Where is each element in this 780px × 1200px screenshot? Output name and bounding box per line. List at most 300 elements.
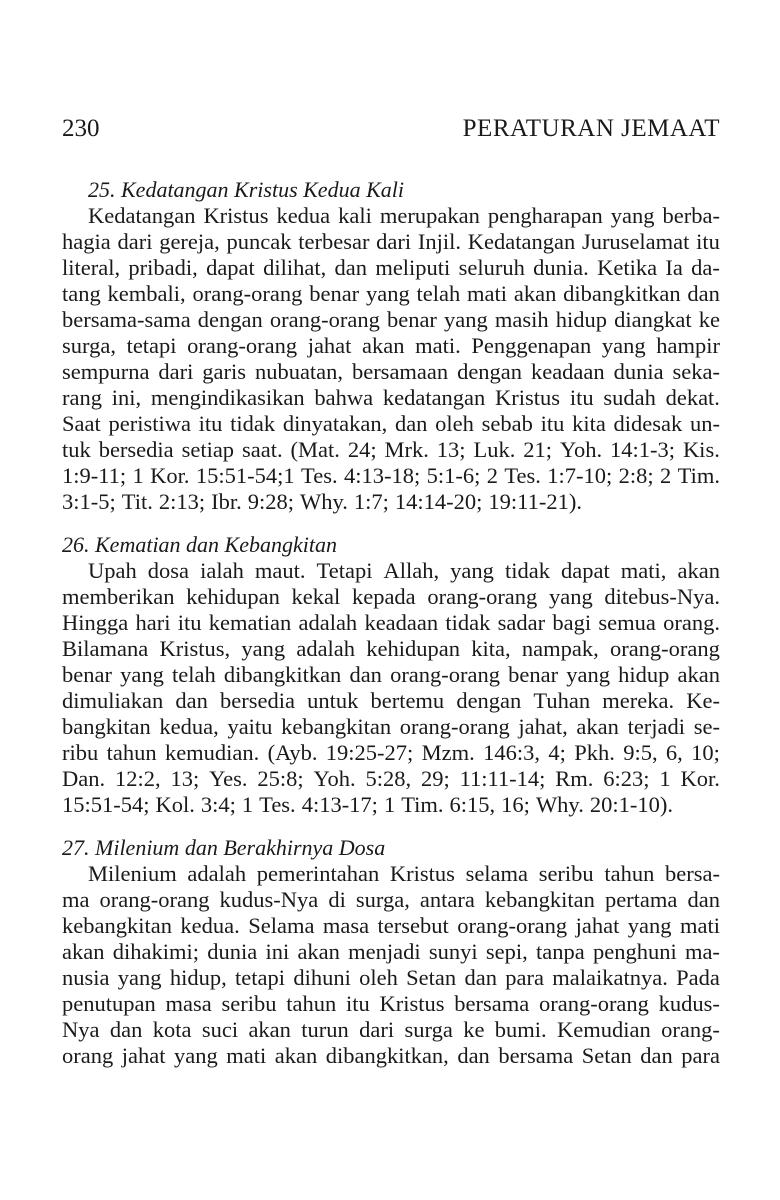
word: pribadi, bbox=[128, 255, 198, 280]
text-line bbox=[62, 359, 720, 385]
word: orang bbox=[62, 1043, 114, 1068]
running-head bbox=[62, 114, 720, 144]
word: dihakimi; bbox=[112, 939, 199, 964]
word: yang bbox=[120, 662, 164, 687]
word: orang-orang bbox=[192, 281, 303, 306]
word: dengan bbox=[456, 688, 522, 713]
word: tidak bbox=[445, 610, 491, 635]
word: 15:51-54; bbox=[62, 792, 150, 817]
word: kedatangan bbox=[382, 385, 486, 410]
word: sebab bbox=[481, 411, 533, 436]
word: bumi. bbox=[494, 1017, 547, 1042]
section-26 bbox=[62, 532, 720, 818]
text-line-words bbox=[62, 991, 720, 1017]
word: orang-orang bbox=[427, 584, 538, 609]
word: 21; bbox=[523, 437, 553, 462]
word: maut. bbox=[254, 558, 306, 583]
text-line bbox=[62, 463, 720, 489]
word: Kor. bbox=[680, 766, 720, 791]
text-line bbox=[62, 861, 720, 887]
word: dapat bbox=[561, 558, 610, 583]
text-line-words bbox=[62, 229, 720, 255]
word: 1 bbox=[659, 766, 671, 791]
word: semua bbox=[598, 610, 656, 635]
section-body bbox=[62, 203, 720, 515]
text-line-words bbox=[62, 463, 720, 489]
word: orang-orang bbox=[187, 333, 298, 358]
word: akan bbox=[297, 939, 340, 964]
word: 3:4; bbox=[200, 792, 236, 817]
text-line bbox=[62, 489, 720, 515]
word: 29; bbox=[420, 766, 450, 791]
section-body bbox=[62, 558, 720, 818]
word: tersebut bbox=[377, 913, 449, 938]
word: Setan bbox=[406, 965, 457, 990]
word: 15:51-54;1 bbox=[195, 463, 295, 488]
word: kematian bbox=[208, 610, 292, 635]
word: ke bbox=[463, 1017, 485, 1042]
word: yang bbox=[365, 281, 410, 306]
word: dengan bbox=[457, 359, 523, 384]
word: kemudian. bbox=[164, 740, 260, 765]
word: 14:1-3; bbox=[610, 437, 676, 462]
word: Pkh. bbox=[574, 740, 615, 765]
word: Kristus bbox=[495, 385, 561, 410]
word: Mrk. bbox=[384, 437, 429, 462]
word: garis bbox=[202, 359, 247, 384]
word: sudah bbox=[603, 385, 656, 410]
word: Allah, bbox=[383, 558, 440, 583]
word: benar bbox=[309, 281, 360, 306]
text-line-words bbox=[62, 1043, 720, 1069]
word: Tim. bbox=[677, 463, 720, 488]
word: akan bbox=[677, 558, 720, 583]
text-line-words bbox=[62, 307, 720, 333]
text-line bbox=[62, 584, 720, 610]
text-line bbox=[62, 203, 720, 229]
word: dan bbox=[687, 887, 720, 912]
word: itu bbox=[696, 229, 720, 254]
word: 19:25-27; bbox=[325, 740, 414, 765]
word: kebangkitan bbox=[62, 913, 172, 938]
word: pertama bbox=[604, 887, 678, 912]
word: dan bbox=[334, 255, 368, 280]
word: Luk. bbox=[473, 437, 516, 462]
word: Injil. bbox=[417, 229, 462, 254]
word: menjadi bbox=[348, 939, 421, 964]
word: mereka. bbox=[602, 688, 675, 713]
word: akan bbox=[62, 939, 105, 964]
word: 19:11-21). bbox=[488, 489, 582, 514]
word: se- bbox=[693, 714, 720, 739]
word: hari bbox=[135, 610, 171, 635]
word: Kedatangan bbox=[88, 203, 196, 228]
text-line-words bbox=[88, 558, 720, 584]
word: 1:9-11; bbox=[62, 463, 127, 488]
word: gereja, bbox=[159, 229, 220, 254]
word: Dan. bbox=[62, 766, 106, 791]
word: telah bbox=[171, 662, 216, 687]
word: 10; bbox=[691, 740, 720, 765]
word: 3:1-5; bbox=[62, 489, 116, 514]
text-line-words bbox=[62, 437, 720, 463]
word: Hingga bbox=[62, 610, 129, 635]
word: bagi bbox=[552, 610, 592, 635]
word: merupakan bbox=[379, 203, 480, 228]
text-line-words bbox=[62, 489, 720, 515]
word: kebangkitan bbox=[484, 887, 595, 912]
word: 1:7; bbox=[353, 489, 389, 514]
word: dan bbox=[109, 1017, 143, 1042]
text-line bbox=[62, 714, 720, 740]
word: penutupan bbox=[62, 991, 156, 1016]
word: literal, bbox=[62, 255, 121, 280]
word: masih bbox=[494, 307, 549, 332]
word: peristiwa bbox=[108, 411, 191, 436]
word: kepada bbox=[351, 584, 416, 609]
word: Penggenapan bbox=[471, 333, 592, 358]
word: kita bbox=[572, 411, 606, 436]
word: didesak bbox=[613, 411, 683, 436]
word: 1 bbox=[383, 792, 396, 817]
word: 14:14-20; bbox=[394, 489, 483, 514]
word: bersama bbox=[498, 1043, 574, 1068]
text-line bbox=[62, 333, 720, 359]
word: mati bbox=[679, 913, 720, 938]
text-line-words bbox=[88, 203, 720, 229]
word: seluruh bbox=[458, 255, 525, 280]
word: orang-orang bbox=[399, 714, 510, 739]
word: keadaan bbox=[530, 359, 605, 384]
word: mati. bbox=[415, 333, 461, 358]
word: da- bbox=[691, 255, 720, 280]
word: 1 bbox=[132, 463, 144, 488]
word: tetapi bbox=[235, 965, 286, 990]
word: yang bbox=[173, 1043, 218, 1068]
word: Kristus, bbox=[159, 636, 231, 661]
word: dari bbox=[359, 1017, 395, 1042]
word: bertemu bbox=[370, 688, 445, 713]
word: tetapi bbox=[126, 333, 177, 358]
word: Kristus bbox=[379, 991, 445, 1016]
word: diangkat bbox=[614, 307, 692, 332]
text-line-words bbox=[62, 965, 720, 991]
word: keadaan bbox=[364, 610, 439, 635]
word: 2:13; bbox=[158, 489, 206, 514]
word: Kristus bbox=[203, 203, 269, 228]
word: dengan bbox=[197, 307, 263, 332]
word: adalah bbox=[296, 636, 356, 661]
word: dan bbox=[640, 1043, 673, 1068]
word: selama bbox=[465, 861, 529, 886]
word: oleh bbox=[435, 411, 474, 436]
text-line bbox=[62, 991, 720, 1017]
text-line-words bbox=[62, 913, 720, 939]
word: 1 bbox=[241, 792, 254, 817]
text-line-words bbox=[62, 939, 720, 965]
text-line bbox=[62, 662, 720, 688]
word: seribu bbox=[538, 861, 594, 886]
word: un- bbox=[689, 411, 720, 436]
word: hidup bbox=[618, 662, 670, 687]
word: Tetapi bbox=[316, 558, 373, 583]
text-line-words bbox=[62, 636, 720, 662]
word: 25:8; bbox=[257, 766, 304, 791]
running-title: PERATURAN JEMAAT bbox=[462, 115, 720, 142]
word: masa bbox=[165, 991, 212, 1016]
word: Tes. bbox=[259, 792, 296, 817]
word: sunyi bbox=[428, 939, 478, 964]
word: dari bbox=[117, 229, 153, 254]
word: Kedatangan bbox=[467, 229, 576, 254]
word: rang bbox=[62, 385, 102, 410]
word: Why. bbox=[535, 792, 584, 817]
word: bersama bbox=[454, 991, 530, 1016]
word: itu bbox=[198, 411, 223, 436]
word: yang bbox=[117, 965, 162, 990]
text-line-words bbox=[62, 662, 720, 688]
word: yang bbox=[444, 307, 488, 332]
word: bersedia bbox=[98, 437, 174, 462]
word: 4; bbox=[548, 740, 566, 765]
text-line-words bbox=[62, 333, 720, 359]
word: akan bbox=[248, 1017, 291, 1042]
word: dari bbox=[158, 359, 194, 384]
word: para bbox=[681, 1043, 720, 1068]
word: tuk bbox=[62, 437, 91, 462]
word: 6:15, bbox=[449, 792, 496, 817]
word: 6:23; bbox=[603, 766, 650, 791]
word: mengindikasikan bbox=[150, 385, 305, 410]
word: 1:7-10; bbox=[547, 463, 613, 488]
word: bangkitan bbox=[62, 714, 151, 739]
word: yang bbox=[610, 203, 655, 228]
text-line-words bbox=[62, 584, 720, 610]
word: nusia bbox=[62, 965, 110, 990]
word: 2 bbox=[486, 463, 498, 488]
word: sempurna bbox=[62, 359, 150, 384]
word: yang bbox=[450, 558, 494, 583]
text-line bbox=[62, 1043, 720, 1069]
word: dunia bbox=[207, 939, 258, 964]
word: jahat bbox=[575, 913, 620, 938]
page-number: 230 bbox=[62, 115, 100, 142]
text-line bbox=[62, 887, 720, 913]
word: dekat. bbox=[665, 385, 720, 410]
word: kali bbox=[338, 203, 372, 228]
word: bersama-sama bbox=[62, 307, 191, 332]
word: 13; bbox=[170, 766, 200, 791]
word: surga, bbox=[355, 887, 410, 912]
word: mati bbox=[226, 1043, 267, 1068]
word: akan bbox=[677, 662, 720, 687]
word: Kor. bbox=[150, 463, 190, 488]
word: orang-orang bbox=[538, 991, 649, 1016]
word: Saat bbox=[62, 411, 101, 436]
section-25 bbox=[62, 177, 720, 515]
word: Kol. bbox=[155, 792, 195, 817]
word: Tit. bbox=[121, 489, 153, 514]
text-line bbox=[62, 1017, 720, 1043]
word: 2 bbox=[660, 463, 672, 488]
text-line bbox=[62, 411, 720, 437]
text-line-words bbox=[62, 281, 720, 307]
word: Kis. bbox=[682, 437, 720, 462]
word: benar bbox=[62, 662, 112, 687]
word: Juruselamat bbox=[581, 229, 690, 254]
word: yaitu bbox=[227, 714, 273, 739]
text-line bbox=[62, 766, 720, 792]
word: akan bbox=[513, 281, 557, 306]
word: tanpa bbox=[535, 939, 585, 964]
text-line bbox=[62, 965, 720, 991]
word: yang bbox=[548, 584, 593, 609]
word: Why. bbox=[300, 489, 348, 514]
word: pemerintahan bbox=[256, 861, 380, 886]
text-line bbox=[62, 255, 720, 281]
word: hagia bbox=[62, 229, 111, 254]
word: Milenium bbox=[88, 861, 177, 886]
word: kedua, bbox=[159, 714, 219, 739]
word: 20:1-10). bbox=[589, 792, 673, 817]
text-line-words bbox=[88, 861, 720, 887]
word: memberikan bbox=[62, 584, 175, 609]
word: sepi, bbox=[485, 939, 528, 964]
word: Tes. bbox=[301, 463, 338, 488]
word: orang-orang bbox=[457, 913, 568, 938]
word: para bbox=[505, 965, 544, 990]
text-line bbox=[62, 610, 720, 636]
word: ma- bbox=[684, 939, 720, 964]
word: kehidupan bbox=[366, 636, 461, 661]
text-line-words bbox=[62, 1017, 720, 1043]
word: seribu bbox=[221, 991, 277, 1016]
word: Tuhan bbox=[533, 688, 591, 713]
word: 13; bbox=[436, 437, 466, 462]
text-line-words bbox=[62, 887, 720, 913]
word: Yoh. bbox=[559, 437, 603, 462]
word: Ke- bbox=[686, 688, 720, 713]
word: setiap bbox=[181, 437, 235, 462]
word: nampak, bbox=[521, 636, 599, 661]
word: itu bbox=[177, 610, 202, 635]
word: dan bbox=[687, 281, 720, 306]
word: surga, bbox=[62, 333, 116, 358]
word: Ia bbox=[665, 255, 683, 280]
word: jahat, bbox=[518, 714, 568, 739]
word: dunia. bbox=[533, 255, 589, 280]
section-27 bbox=[62, 835, 720, 1069]
word: kehidupan bbox=[186, 584, 280, 609]
text-line bbox=[62, 636, 720, 662]
word: berba- bbox=[662, 203, 720, 228]
text-line-words bbox=[62, 740, 720, 766]
word: kudus-Nya bbox=[219, 887, 319, 912]
word: dilihat, bbox=[263, 255, 327, 280]
word: tahun bbox=[106, 740, 157, 765]
word: ke bbox=[698, 307, 720, 332]
word: akan bbox=[362, 333, 405, 358]
word: tang bbox=[62, 281, 101, 306]
word: orang- bbox=[661, 1017, 720, 1042]
word: kebangkitan bbox=[281, 714, 392, 739]
word: bersa- bbox=[665, 861, 720, 886]
word: Kemudian bbox=[557, 1017, 651, 1042]
word: akan bbox=[274, 1043, 318, 1068]
word: tahun bbox=[604, 861, 655, 886]
word: tahun bbox=[286, 991, 337, 1016]
word: Upah bbox=[88, 558, 137, 583]
word: turun bbox=[301, 1017, 349, 1042]
text-line bbox=[62, 740, 720, 766]
word: dan bbox=[349, 662, 382, 687]
word: dan bbox=[394, 411, 428, 436]
text-line-words bbox=[62, 792, 720, 818]
word: orang-orang bbox=[609, 636, 720, 661]
word: 9:5, bbox=[623, 740, 658, 765]
word: di bbox=[328, 887, 346, 912]
text-line-words bbox=[62, 610, 720, 636]
text-line bbox=[62, 939, 720, 965]
word: puncak bbox=[226, 229, 292, 254]
word: 9:28; bbox=[247, 489, 294, 514]
word: dunia bbox=[613, 359, 664, 384]
text-line bbox=[62, 229, 720, 255]
word: bersamaan bbox=[351, 359, 449, 384]
word: Setan bbox=[581, 1043, 632, 1068]
word: untuk bbox=[307, 688, 359, 713]
word: telah bbox=[416, 281, 461, 306]
text-line bbox=[62, 307, 720, 333]
word: itu bbox=[345, 991, 370, 1016]
word: dibangkitkan bbox=[563, 281, 681, 306]
section-heading: 26. Kematian dan Kebangkitan bbox=[62, 532, 337, 557]
text-line-words bbox=[62, 714, 720, 740]
word: hidup, bbox=[169, 965, 227, 990]
word: hampir bbox=[656, 333, 720, 358]
word: itu bbox=[569, 385, 594, 410]
word: yang bbox=[566, 662, 610, 687]
word: kita, bbox=[471, 636, 511, 661]
word: 6, bbox=[665, 740, 683, 765]
text-line bbox=[62, 558, 720, 584]
word: pengharapan bbox=[487, 203, 603, 228]
word: 11:11-14; bbox=[459, 766, 546, 791]
word: mati bbox=[467, 281, 508, 306]
word: 16; bbox=[501, 792, 530, 817]
word: terjadi bbox=[627, 714, 686, 739]
word: kekal bbox=[291, 584, 341, 609]
text-line-words bbox=[62, 411, 720, 437]
word: tidak bbox=[504, 558, 550, 583]
word: dibangkitkan bbox=[223, 662, 342, 687]
word: dari bbox=[376, 229, 412, 254]
word: kudus- bbox=[658, 991, 720, 1016]
text-line-words bbox=[62, 359, 720, 385]
word: tidak bbox=[230, 411, 276, 436]
word: terbesar bbox=[298, 229, 370, 254]
section-body bbox=[62, 861, 720, 1069]
text-line-words bbox=[62, 688, 720, 714]
text-line bbox=[62, 688, 720, 714]
word: kota bbox=[152, 1017, 192, 1042]
word: meliputi bbox=[375, 255, 451, 280]
text-line bbox=[62, 281, 720, 307]
word: jahat bbox=[307, 333, 352, 358]
word: dan bbox=[457, 1043, 490, 1068]
word: dinyatakan, bbox=[282, 411, 388, 436]
word: yang bbox=[627, 913, 672, 938]
